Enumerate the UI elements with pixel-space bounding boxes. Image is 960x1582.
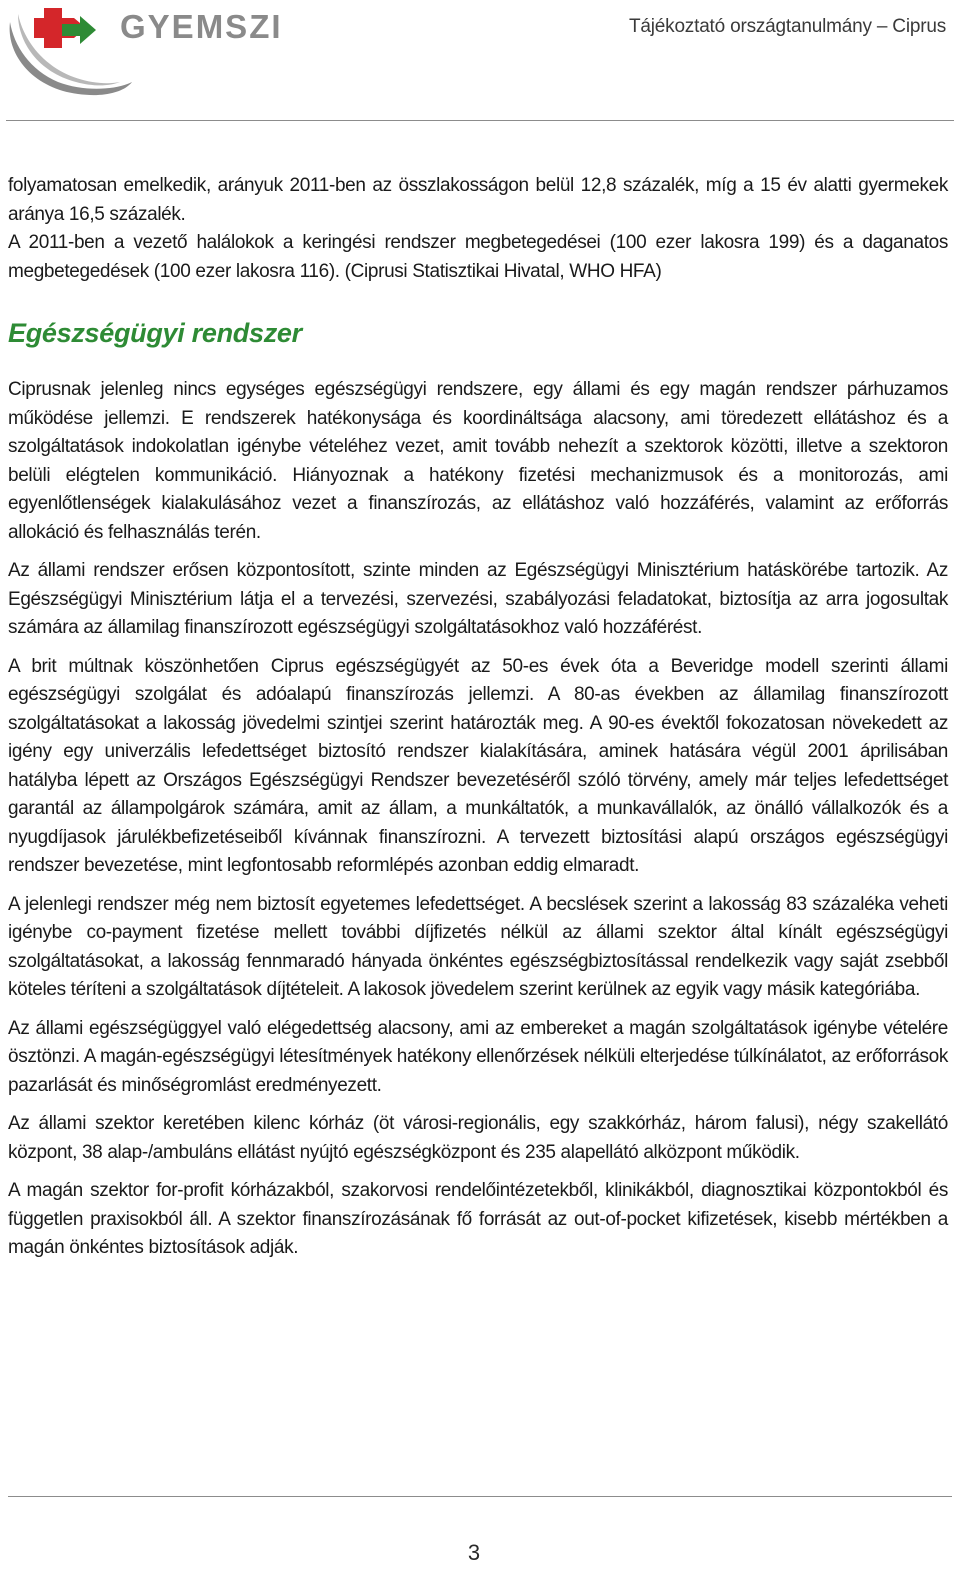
logo-wordmark: GYEMSZI (120, 8, 283, 45)
paragraph-6: Az állami szektor keretében kilenc kórház (öt városi-regionális, egy szakkórház, három falusi), négy szakellátó központ, 38 alap-/ambuláns ellátást nyújtó egészségközpont és 235 alapellátó alközpont működik. (8, 1113, 948, 1163)
document-header-title: Tájékoztató országtanulmány – Ciprus (628, 16, 946, 37)
document-body (8, 172, 948, 1273)
paragraph-7: A magán szektor for-profit kórházakból, szakorvosi rendelőintézetekből, klinikákból, diagnosztikai központokból és független praxisokból áll. A szektor finanszírozásának fő forrását az out-of-pocket kifizetések, kisebb mértékben a magán önkéntes biztosítások adják. (8, 1180, 948, 1258)
paragraph-2: Az állami rendszer erősen központosított, szinte minden az Egészségügyi Minisztérium hatáskörébe tartozik. Az Egészségügyi Minisztérium látja el a tervezési, szervezési, szabályozási feladatokat, biztosítja az arra jogosultak számára az államilag finanszírozott egészségügyi szolgáltatásokhoz való hozzáférést. (8, 560, 948, 638)
paragraph-3: A brit múltnak köszönhetően Ciprus egészségügyét az 50-es évek óta a Beveridge modell szerinti állami egészségügyi szolgálat és adóalapú finanszírozás jellemzi. A 80-as években az államilag finanszírozott szolgáltatásokat a lakosság jövedelmi szintjei szerint határozták meg. A 90-es évektől fokozatosan növekedett az igény egy univerzális lefedettséget biztosító rendszer kialakítására, aminek hatására végül 2001 áprilisában hatályba lépett az Országos Egészségügyi Rendszer bevezetéséről szóló törvény, amely már teljes lefedettséget garantál az állampolgárok számára, amit az állam, a munkáltatók, a munkavállalók, az önálló vállalkozók és a nyugdíjasok járulékbefizetéseiből kívánnak finanszírozni. A tervezett biztosítási alapú országos egészségügyi rendszer bevezetése, mint legfontosabb reformlépés azonban eddig elmaradt. (8, 655, 948, 876)
paragraph-intro-2: A 2011-ben a vezető halálokok a keringési rendszer megbetegedései (100 ezer lakosra 199) és a daganatos megbetegedések (100 ezer lakosra 116). (Ciprusi Statisztikai Hivatal, WHO HFA) (8, 232, 948, 282)
page-number: 3 (467, 1540, 481, 1565)
section-heading: Egészségügyi rendszer (8, 318, 302, 348)
paragraph-5: Az állami egészségüggyel való elégedettség alacsony, ami az embereket a magán szolgáltatások igénybe vételére ösztönzi. A magán-egészségügyi létesítmények hatékony ellenőrzések nélküli elterjedése túlkínálatot, az erőforrások pazarlását és minőségromlást eredményezett. (8, 1017, 948, 1096)
paragraph-1: Ciprusnak jelenleg nincs egységes egészségügyi rendszere, egy állami és egy magán rendszer párhuzamos működése jellemzi. E rendszerek hatékonysága és koordináltsága alacsony, ami töredezett ellátáshoz és a szolgáltatások indokolatlan igénybe vételéhez vezet, amit tovább nehezít a szektorok közötti, illetve a szektoron belüli elégtelen kommunikáció. Hiányoznak a hatékony fizetési mechanizmusok és a monitorozás, ami egyenlőtlenségek kialakulásához vezet a finanszírozás, az ellátáshoz való hozzáférés, valamint az erőforrás allokáció és felhasználás terén. (8, 379, 948, 543)
gyemszi-logo (4, 2, 314, 98)
paragraph-intro-1: folyamatosan emelkedik, arányuk 2011-ben az összlakosságon belül 12,8 százalék, míg a 15 év alatti gyermekek aránya 16,5 százalék. (8, 175, 948, 225)
header-divider (6, 120, 954, 121)
page-header (0, 0, 960, 122)
paragraph-4: A jelenlegi rendszer még nem biztosít egyetemes lefedettséget. A becslések szerint a lakosság 83 százaléka veheti igénybe co-payment fizetése mellett további díjfizetés nélkül az állami szektor által kínált egészségügyi szolgáltatásokat, a lakosság fennmaradó hányada önkéntes egészségbiztosítással rendelkezik vagy saját zsebből köteles téríteni a szolgáltatások díjtételeit. A lakosok jövedelem szerint kerülnek az egyik vagy másik kategóriába. (8, 893, 948, 1000)
footer-divider (8, 1496, 952, 1497)
